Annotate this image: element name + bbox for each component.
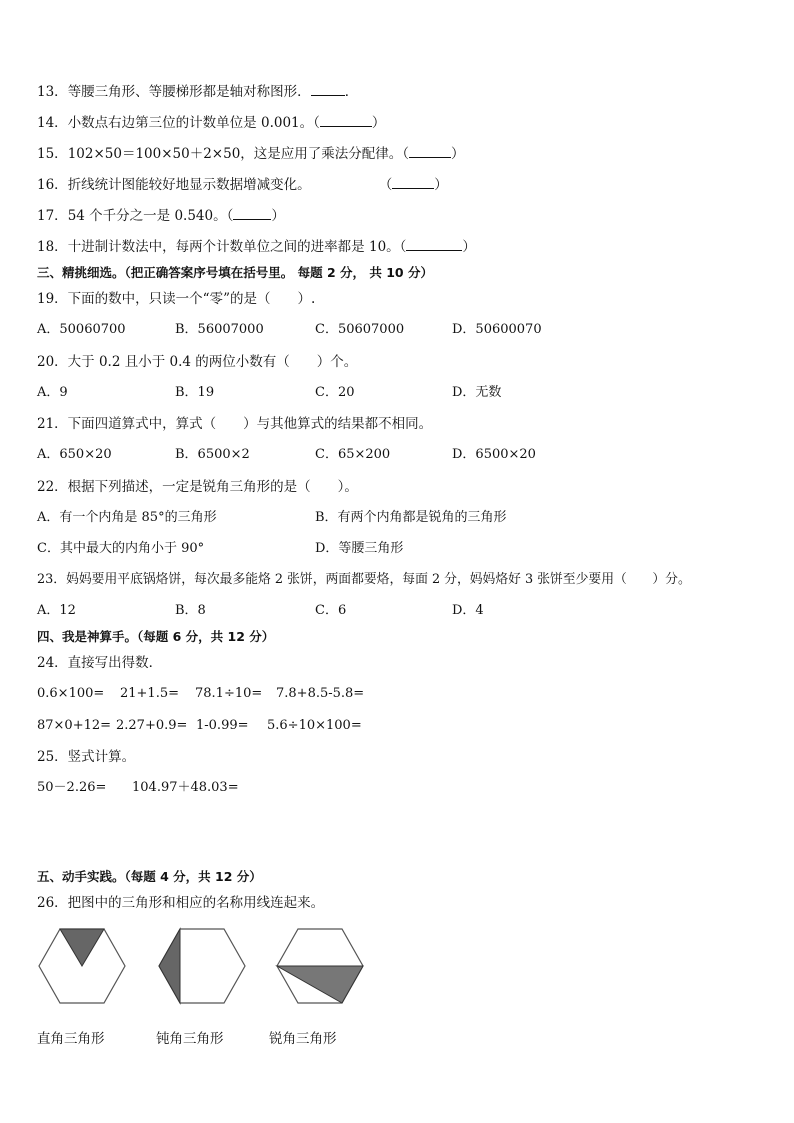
answer-blank[interactable]: [233, 207, 271, 220]
q20-option-a[interactable]: A．9: [37, 385, 68, 400]
question-25-stem: 25．竖式计算。: [37, 749, 136, 765]
q23-option-c[interactable]: C．6: [315, 603, 347, 618]
calc-item: 21+1.5=: [120, 686, 180, 701]
question-17: [37, 207, 285, 225]
hexagon-acute-triangle-figure: [274, 926, 366, 1006]
answer-blank[interactable]: [311, 83, 345, 96]
question-22-stem: 22．根据下列描述，一定是锐角三角形的是（ ）。: [37, 479, 358, 495]
question-tail: ）: [271, 208, 285, 224]
question-13: [37, 83, 358, 101]
question-text: 小数点右边第三位的计数单位是 0.001。（: [67, 115, 320, 131]
question-20-stem: 20．大于 0.2 且小于 0.4 的两位小数有（ ）个。: [37, 354, 358, 370]
question-number: 15．: [37, 146, 68, 162]
label-right-triangle[interactable]: 直角三角形: [37, 1031, 105, 1047]
calc-item: 78.1÷10=: [195, 686, 263, 701]
question-number: 18．: [37, 239, 68, 255]
q19-option-b[interactable]: B．56007000: [175, 322, 264, 337]
q22-option-a[interactable]: A．有一个内角是 85°的三角形: [37, 510, 217, 525]
question-tail: ．: [344, 84, 359, 100]
question-number: 13．: [37, 84, 68, 100]
label-obtuse-triangle[interactable]: 钝角三角形: [156, 1031, 224, 1047]
section-5-title: 五、动手实践。（每题 4 分，共 12 分）: [37, 869, 262, 884]
question-text: 折线统计图能较好地显示数据增减变化。: [67, 177, 311, 193]
hexagon-right-triangle-figure: [36, 926, 128, 1006]
q21-option-d[interactable]: D．6500×20: [452, 447, 536, 462]
label-acute-triangle[interactable]: 锐角三角形: [269, 1031, 337, 1047]
calc-item: 5.6÷10×100=: [267, 718, 362, 733]
question-15: [37, 145, 465, 163]
question-18: [37, 238, 476, 256]
question-23-stem: 23．妈妈要用平底锅烙饼，每次最多能烙 2 张饼，两面都要烙，每面 2 分，妈妈烙好 3 张饼至少要用（ ）分。: [37, 572, 691, 587]
vertical-calc-item: 104.97＋48.03=: [132, 780, 239, 795]
q19-option-d[interactable]: D．50600070: [452, 322, 542, 337]
q21-option-c[interactable]: C．65×200: [315, 447, 391, 462]
question-24-stem: 24．直接写出得数．: [37, 655, 163, 671]
answer-blank[interactable]: [320, 114, 372, 127]
question-14: [37, 114, 385, 132]
question-number: 17．: [37, 208, 68, 224]
question-text: 54 个千分之一是 0.540。（: [67, 208, 234, 224]
calc-item: 87×0+12=: [37, 718, 112, 733]
calc-item: 1-0.99=: [196, 718, 249, 733]
question-paren-open: （: [378, 177, 393, 193]
question-tail: ）: [434, 177, 448, 193]
hexagon-obtuse-triangle-figure: [156, 926, 248, 1006]
q19-option-c[interactable]: C．50607000: [315, 322, 405, 337]
q20-option-b[interactable]: B．19: [175, 385, 215, 400]
section-4-title: 四、我是神算手。（每题 6 分，共 12 分）: [37, 629, 275, 644]
question-tail: ）: [451, 146, 465, 162]
answer-blank[interactable]: [409, 145, 451, 158]
question-26-stem: 26．把图中的三角形和相应的名称用线连起来。: [37, 895, 325, 911]
q22-option-d[interactable]: D．等腰三角形: [315, 541, 404, 556]
question-number: 16．: [37, 177, 68, 193]
question-16: [37, 176, 448, 194]
q21-option-a[interactable]: A．650×20: [37, 447, 112, 462]
q23-option-a[interactable]: A．12: [37, 603, 76, 618]
q23-option-d[interactable]: D．4: [452, 603, 484, 618]
question-number: 14．: [37, 115, 68, 131]
calc-item: 7.8+8.5-5.8=: [276, 686, 365, 701]
q22-option-b[interactable]: B．有两个内角都是锐角的三角形: [315, 510, 507, 525]
q21-option-b[interactable]: B．6500×2: [175, 447, 250, 462]
question-tail: ）: [462, 239, 476, 255]
calc-item: 0.6×100=: [37, 686, 105, 701]
q20-option-d[interactable]: D．无数: [452, 385, 502, 400]
question-text: 102×50＝100×50＋2×50，这是应用了乘法分配律。（: [67, 146, 410, 162]
vertical-calc-item: 50－2.26=: [37, 780, 107, 795]
question-tail: ）: [371, 115, 386, 131]
question-text: 等腰三角形、等腰梯形都是轴对称图形．: [67, 84, 311, 100]
question-text: 十进制计数法中，每两个计数单位之间的进率都是 10。（: [67, 239, 407, 255]
q22-option-c[interactable]: C．其中最大的内角小于 90°: [37, 541, 205, 556]
answer-blank[interactable]: [392, 176, 434, 189]
question-19-stem: 19．下面的数中，只读一个“零”的是（ ）.: [37, 291, 316, 307]
q23-option-b[interactable]: B．8: [175, 603, 206, 618]
calc-item: 2.27+0.9=: [116, 718, 188, 733]
answer-blank[interactable]: [406, 238, 462, 251]
section-3-title: 三、精挑细选。（把正确答案序号填在括号里。 每题 2 分， 共 10 分）: [37, 265, 433, 280]
q20-option-c[interactable]: C．20: [315, 385, 355, 400]
question-21-stem: 21．下面四道算式中，算式（ ）与其他算式的结果都不相同。: [37, 416, 433, 432]
q19-option-a[interactable]: A．50060700: [37, 322, 126, 337]
